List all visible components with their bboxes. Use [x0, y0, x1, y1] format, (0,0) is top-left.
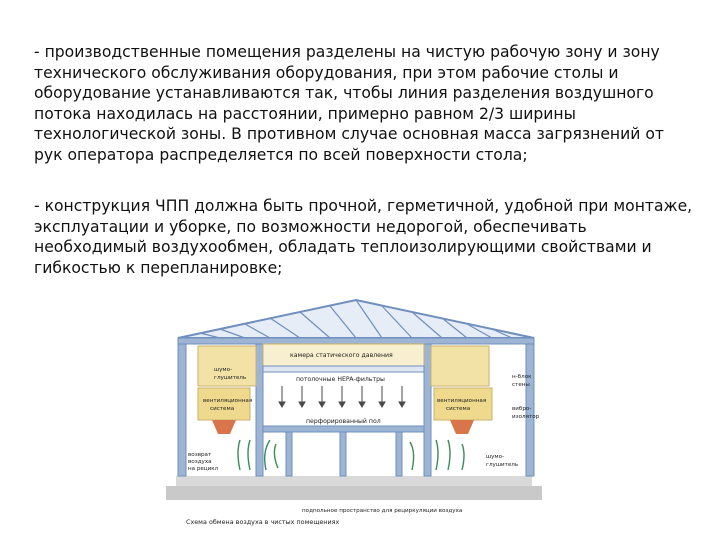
support-leg [340, 432, 346, 476]
vent-right-label: система [446, 406, 471, 412]
return-left-label: воздуха [188, 459, 212, 465]
silencer-right-label: шумо- [486, 454, 505, 460]
fan-right [450, 420, 474, 434]
outer-column-left [178, 344, 186, 476]
silencer-right-label: глушитель [486, 462, 519, 468]
silencer-right [431, 346, 489, 386]
vent-left-label: вентиляционная [203, 398, 253, 404]
plenum-label: камера статического давления [290, 352, 393, 359]
downflow-arrows [279, 386, 405, 407]
underfloor-note: подпольное пространство для рециркуляции воздуха [302, 508, 463, 514]
support-leg [286, 432, 292, 476]
return-arrows-right [410, 440, 464, 470]
vent-right-label: вентиляционная [437, 398, 487, 404]
vibro-label: вибро- [512, 406, 532, 412]
ground [166, 486, 542, 500]
ventilation-unit-right [434, 388, 492, 420]
hepa-filters [263, 366, 424, 372]
wall-label: н-блок [512, 374, 532, 380]
vent-left-label: система [210, 406, 235, 412]
floor-slab [176, 476, 532, 486]
perforated-floor [263, 426, 424, 432]
support-leg [396, 432, 402, 476]
figure-caption: Схема обмена воздуха в чистых помещениях [186, 518, 340, 526]
fan-left [212, 420, 236, 434]
vibro-label: изолятор [512, 414, 540, 420]
return-left-label: на рецикл [188, 466, 219, 472]
ventilation-unit-left [198, 388, 253, 420]
floor-label: перфорированный пол [306, 418, 381, 425]
wall-label: стены [512, 382, 530, 388]
inner-wall-left [256, 344, 263, 476]
return-left-label: возврат [188, 452, 212, 458]
paragraph-text: - конструкция ЧПП должна быть прочной, герметичной, удобной при монтаже, эксплуатации и уборке, по возможности недорогой, обеспечивать необходимый воздухообмен, обладать теплоизолирующими свойствами и гибкостью к перепланировке; [34, 197, 693, 277]
silencer-left-label: шумо- [214, 367, 233, 373]
silencer-left-label: глушитель [214, 375, 247, 381]
ceiling-beam [178, 338, 534, 344]
hepa-label: потолочные HEPA-фильтры [296, 376, 385, 383]
inner-wall-right [424, 344, 431, 476]
paragraph-text: - производственные помещения разделены на чистую рабочую зону и зону технического обслуживания оборудования, при этом рабочие столы и оборудование устанавливаются так, чтобы линия разделения воздушного потока находилась на расстоянии, примерно равном 2/3 ширины технологической зоны. В противном случае основная масса загрязнений от рук оператора распределяется по всей поверхности стола; [34, 43, 664, 164]
